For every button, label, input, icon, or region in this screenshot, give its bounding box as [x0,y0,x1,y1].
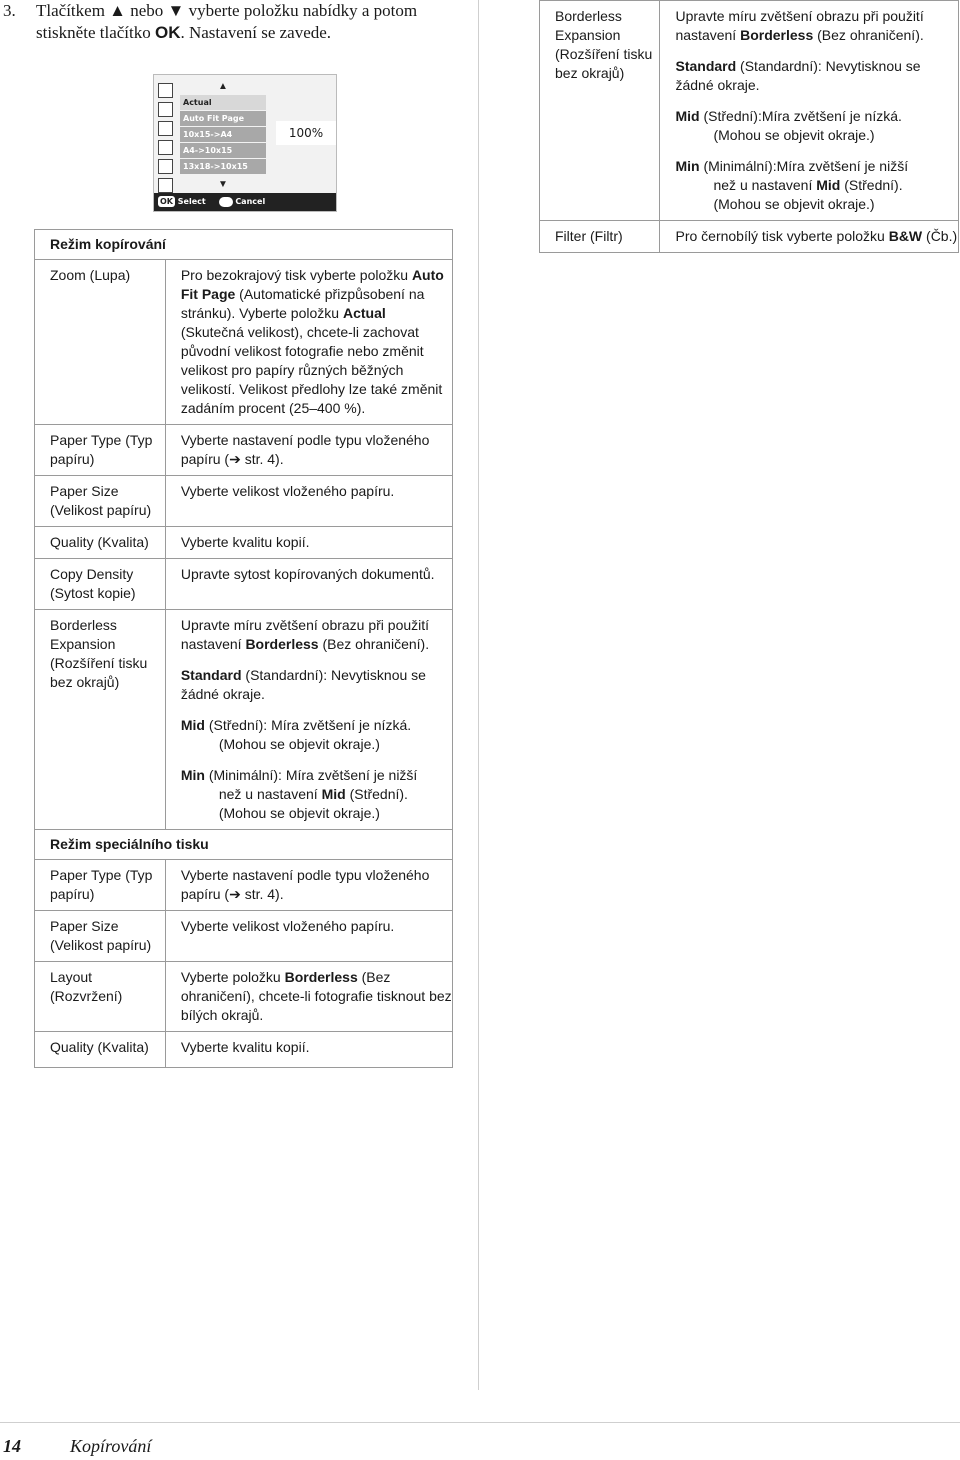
lcd-menu-item: A4->10x15 [180,143,266,158]
density-icon [158,159,173,174]
lcd-menu-item: 10x15->A4 [180,127,266,142]
table-row [35,911,453,962]
down-arrow-icon: ▼ [167,1,185,20]
table-row [35,260,453,425]
page-ref-arrow-icon: ➔ [229,451,241,467]
step-text: Tlačítkem ▲ nebo ▼ vyberte položku nabídky a potom stiskněte tlačítko OK. Nastavení se zavede. [36,1,418,42]
table-row [540,221,959,253]
row-label: Quality (Kvalita) [35,527,166,559]
row-description: Vyberte položku Borderless (Bez ohraničení), chcete-li fotografie tisknout bez bílých okrajů. [165,962,452,1032]
lcd-menu-item: 13x18->10x15 [180,159,266,174]
row-label: Filter (Filtr) [540,221,660,253]
step-number: 3. [3,1,16,20]
special-mode-header: Režim speciálního tisku [35,830,453,860]
row-label: Paper Size (Velikost papíru) [35,476,166,527]
page-ref-arrow-icon: ➔ [229,886,241,902]
row-label: Borderless Expansion (Rozšíření tisku bez okrajů) [35,610,166,830]
table-row [35,962,453,1032]
table-row [540,1,959,221]
table-header-row [35,230,453,260]
row-description: Pro černobílý tisk vyberte položku B&W (Čb.) [660,221,959,253]
row-label: Copy Density (Sytost kopie) [35,559,166,610]
table-header-row [35,830,453,860]
row-label: Paper Size (Velikost papíru) [35,911,166,962]
row-description: Vyberte velikost vloženého papíru. [165,476,452,527]
lcd-menu-item: Actual [180,95,266,110]
row-description: Vyberte nastavení podle typu vloženého papíru (➔ str. 4). [165,425,452,476]
back-icon [219,197,233,207]
row-description: Vyberte kvalitu kopií. [165,1032,452,1068]
lcd-zoom-value: 100% [276,121,336,145]
up-arrow-icon: ▲ [109,1,126,20]
row-description: Vyberte velikost vloženého papíru. [165,911,452,962]
lcd-down-arrow-icon: ▼ [218,179,228,190]
table-row [35,476,453,527]
page-number: 14 [3,1436,21,1456]
lcd-screen-illustration [153,74,337,212]
ok-key-label: OK [154,23,181,42]
table-row [35,860,453,911]
quality-icon [158,140,173,155]
cancel-label: Cancel [235,197,266,206]
row-description: Upravte sytost kopírovaných dokumentů. [165,559,452,610]
row-description: Vyberte nastavení podle typu vloženého papíru (➔ str. 4). [165,860,452,911]
row-label: Paper Type (Typ papíru) [35,860,166,911]
lcd-soft-key-bar [154,193,336,211]
column-divider [478,0,479,1390]
table-row [35,1032,453,1068]
copy-settings-table [34,229,453,1068]
paper-size-icon [158,121,173,136]
section-name: Kopírování [70,1436,152,1456]
row-label: Quality (Kvalita) [35,1032,166,1068]
table-row [35,527,453,559]
row-description: Vyberte kvalitu kopií. [165,527,452,559]
copy-icon [158,83,173,98]
lcd-menu-item: Auto Fit Page [180,111,266,126]
lcd-zoom-menu [180,95,266,175]
row-description: Pro bezokrajový tisk vyberte položku Auto Fit Page (Automatické přizpůsobení na stránku). Vyberte položku Actual (Skutečná velikost), chcete-li zachovat původní velikost fotografie nebo změnit velikost pro papíry různých běžných velikostí. Velikost předlohy lze také změnit zadáním procent (25–400 %). [165,260,452,425]
row-label: Zoom (Lupa) [35,260,166,425]
special-settings-table-continued [539,0,959,253]
row-description: Upravte míru zvětšení obrazu při použití nastavení Borderless (Bez ohraničení). Standard (Standardní): Nevytisknou se žádné okraje. Mid (Střední): Míra zvětšení je nízká. (Mohou se objevit okraje.) Min (Minimální): Míra zvětšení je nižší než u nastavení Mid (Střední). (Mohou se objevit okraje.) [165,610,452,830]
expansion-icon [158,178,173,193]
paper-icon [158,102,173,117]
row-label: Paper Type (Typ papíru) [35,425,166,476]
lcd-icon-column [158,83,174,197]
row-description: Upravte míru zvětšení obrazu při použití nastavení Borderless (Bez ohraničení). Standard (Standardní): Nevytisknou se žádné okraje. Mid (Střední):Míra zvětšení je nízká. (Mohou se objevit okraje.) Min (Minimální):Míra zvětšení je nižší než u nastavení Mid (Střední). (Mohou se objevit okraje.) [660,1,959,221]
row-label: Layout (Rozvržení) [35,962,166,1032]
table-row [35,559,453,610]
select-label: Select [177,197,206,206]
footer-rule [0,1422,960,1423]
lcd-up-arrow-icon: ▲ [218,81,228,92]
table-row [35,610,453,830]
table-row [35,425,453,476]
ok-badge: OK [160,197,173,206]
copy-mode-header: Režim kopírování [35,230,453,260]
page-footer [0,1430,400,1460]
row-label: Borderless Expansion (Rozšíření tisku bez okrajů) [540,1,660,221]
